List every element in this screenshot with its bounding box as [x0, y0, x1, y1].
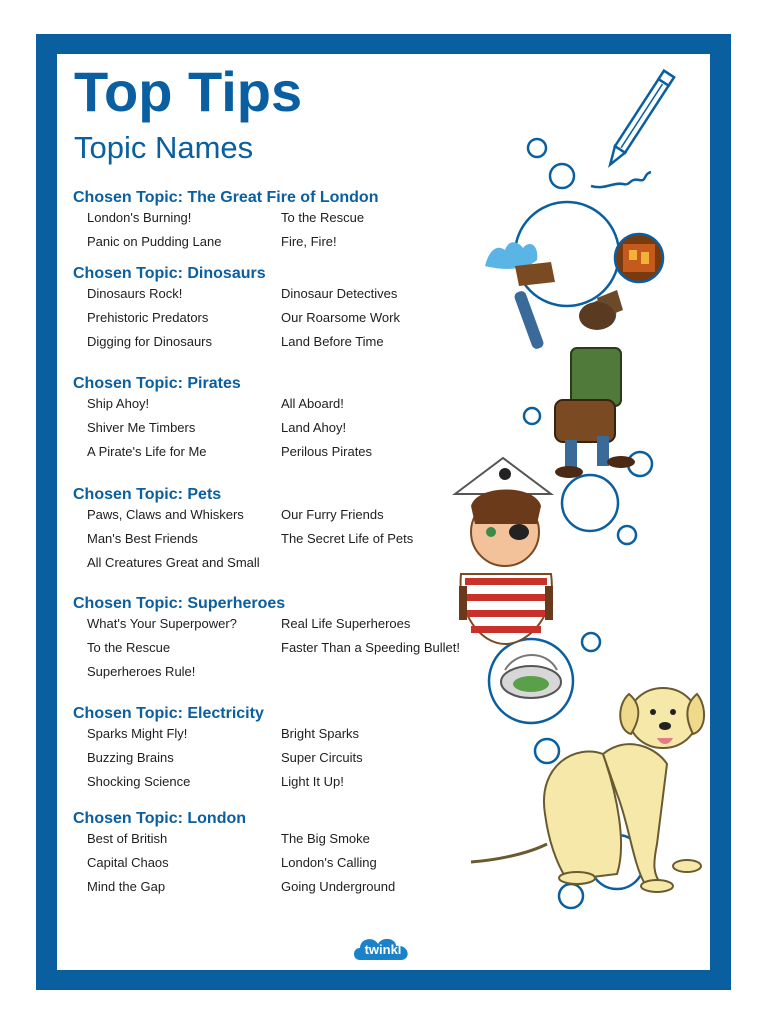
stadium-icon: [501, 655, 561, 698]
section-title: Chosen Topic: Dinosaurs: [73, 265, 266, 282]
topic-name: Capital Chaos: [87, 855, 169, 870]
topic-name: Dinosaurs Rock!: [87, 286, 183, 301]
topic-name: Shiver Me Timbers: [87, 420, 196, 435]
topic-name: Digging for Dinosaurs: [87, 334, 213, 349]
topic-name: What's Your Superpower?: [87, 616, 237, 631]
topic-name: Paws, Claws and Whiskers: [87, 507, 244, 522]
section-title: Chosen Topic: The Great Fire of London: [73, 189, 379, 206]
page-subtitle: Topic Names: [74, 130, 254, 165]
bucket-icon: [485, 242, 555, 286]
topic-name: To the Rescue: [281, 210, 365, 225]
section-great-fire-of-london: [73, 188, 379, 249]
fire-icon: [623, 244, 655, 272]
topic-name: Super Circuits: [281, 750, 363, 765]
bubble-bucket: [515, 202, 619, 306]
page-title: Top Tips: [74, 60, 303, 123]
topic-name: Land Ahoy!: [281, 420, 347, 435]
section-electricity: [73, 704, 363, 789]
topic-name: Buzzing Brains: [87, 750, 174, 765]
topic-name: Bright Sparks: [281, 726, 360, 741]
topic-name: Sparks Might Fly!: [87, 726, 188, 741]
topic-name: Our Furry Friends: [281, 507, 384, 522]
topic-name: All Aboard!: [281, 396, 344, 411]
pencil-icon: [605, 71, 674, 168]
logo-text: twinkl: [364, 942, 402, 957]
topic-name: London's Burning!: [87, 210, 192, 225]
poster-content: [57, 54, 710, 970]
topic-name: Land Before Time: [281, 334, 384, 349]
bubble-stadium: [489, 639, 573, 723]
topic-name: Dinosaur Detectives: [281, 286, 398, 301]
section-pirates: [73, 374, 373, 459]
section-title: Chosen Topic: Superheroes: [73, 595, 286, 612]
topic-name: Panic on Pudding Lane: [87, 234, 222, 249]
bubbles: [489, 139, 663, 908]
squiggle-line: [591, 172, 651, 187]
section-london: [73, 809, 396, 894]
poster-frame: [36, 34, 731, 990]
section-title: Chosen Topic: Electricity: [73, 705, 264, 722]
bubble-fire: [615, 234, 663, 282]
section-title: Chosen Topic: Pets: [73, 486, 222, 503]
twinkl-logo: [352, 934, 414, 966]
topic-name: London's Calling: [281, 855, 377, 870]
topic-name: The Big Smoke: [281, 831, 370, 846]
topic-name: Best of British: [87, 831, 168, 846]
section-title: Chosen Topic: London: [73, 810, 247, 827]
topic-name: Perilous Pirates: [281, 444, 373, 459]
topic-name: Faster Than a Speeding Bullet!: [281, 640, 460, 655]
section-title: Chosen Topic: Pirates: [73, 375, 241, 392]
topic-name: Ship Ahoy!: [87, 396, 150, 411]
topic-name: Superheroes Rule!: [87, 664, 196, 679]
topic-name: All Creatures Great and Small: [87, 555, 260, 570]
topic-name: Real Life Superheroes: [281, 616, 411, 631]
topic-name: To the Rescue: [87, 640, 171, 655]
topic-name: Light It Up!: [281, 774, 344, 789]
topic-name: Going Underground: [281, 879, 396, 894]
topic-name: Mind the Gap: [87, 879, 166, 894]
pirate-illustration: [455, 458, 553, 644]
topic-name: Shocking Science: [87, 774, 191, 789]
topic-name: Man's Best Friends: [87, 531, 198, 546]
topic-name: Fire, Fire!: [281, 234, 337, 249]
dog-illustration: [471, 688, 704, 892]
topic-name: The Secret Life of Pets: [281, 531, 414, 546]
section-dinosaurs: [73, 264, 400, 349]
topic-name: A Pirate's Life for Me: [87, 444, 207, 459]
man-illustration: [513, 290, 635, 478]
section-pets: [73, 485, 414, 570]
topic-name: Prehistoric Predators: [87, 310, 209, 325]
section-superheroes: [73, 594, 460, 679]
topic-name: Our Roarsome Work: [281, 310, 400, 325]
